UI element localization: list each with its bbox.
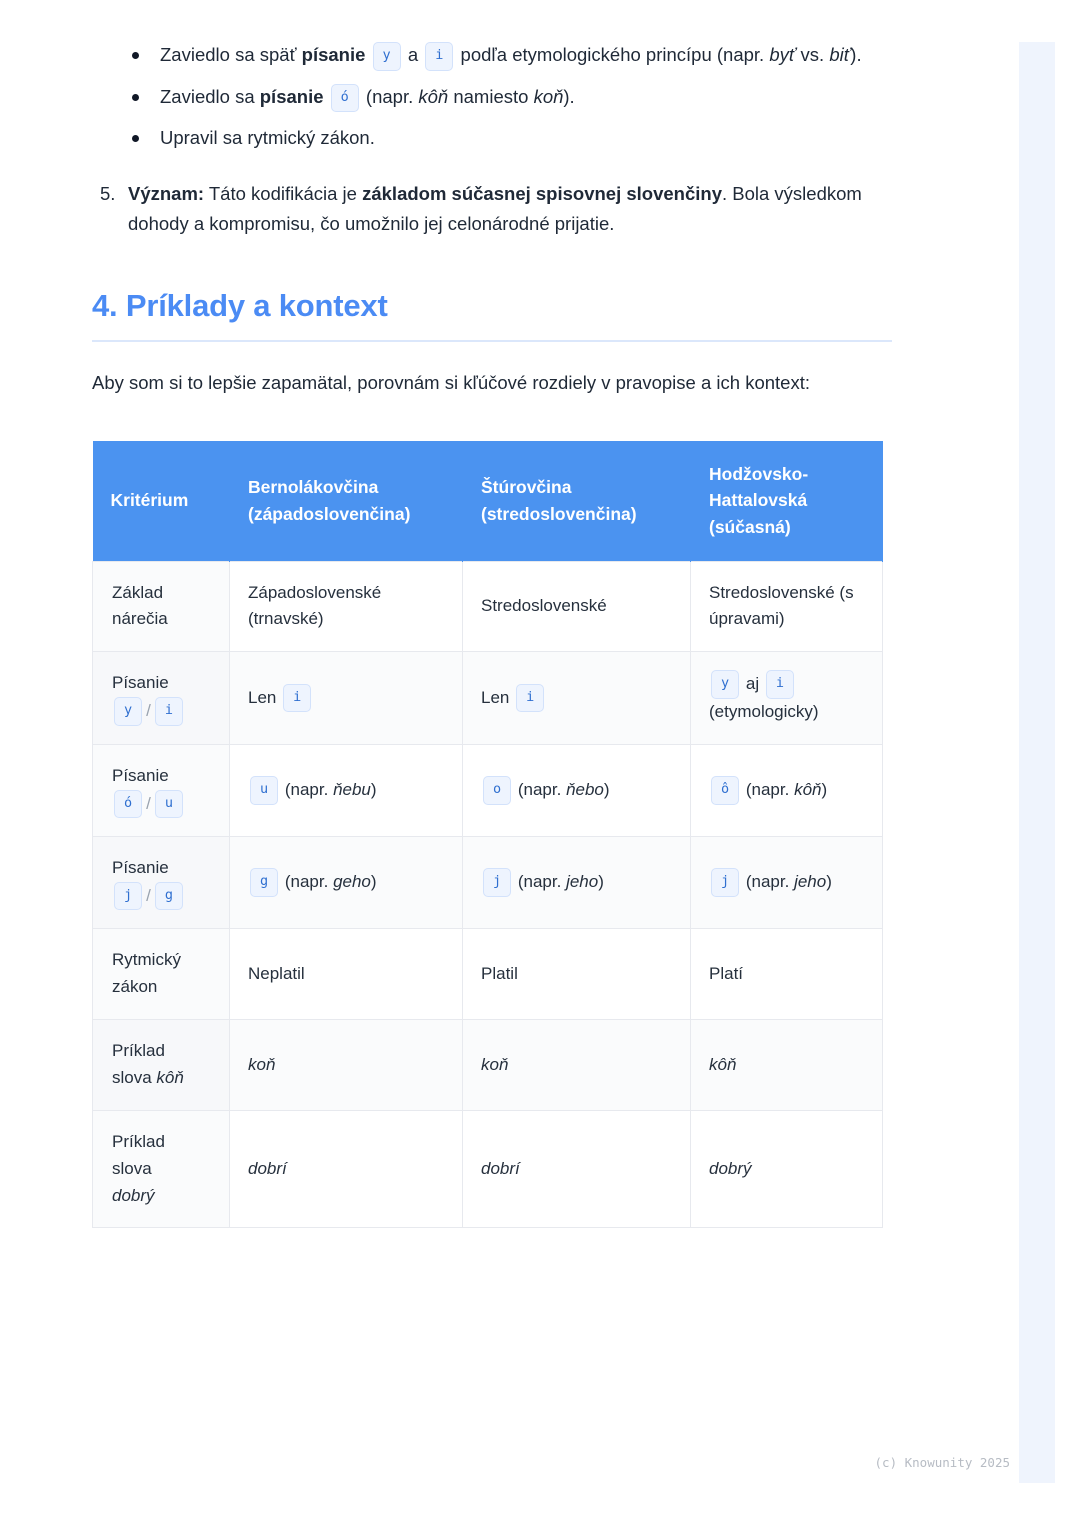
code-chip-o-circumflex: ô [711,776,739,805]
bullet-2-bold: písanie [259,85,324,107]
bullet-1-between: vs. [795,44,830,65]
cell-hodzovsko [691,1110,883,1228]
cell-text: (napr. [280,872,334,892]
table-row [93,1110,883,1228]
code-chip-j: j [711,868,739,897]
code-chip-y: y [114,697,142,726]
cell-text: Len [481,687,515,707]
cell-text: (napr. [741,780,795,800]
code-chip-y: y [711,670,739,699]
cell-bernolakovcina: Západoslovenské (trnavské) [230,561,463,652]
table-body [93,561,883,1228]
ordered-item-text-b: . Bola výsledkom dohody a kompromisu, čo umožnilo jej celonárodné prijatie. [128,182,862,234]
cell-hodzovsko [691,652,883,744]
cell-italic: ňebo [566,780,604,800]
cell-hodzovsko: Stredoslovenské (s úpravami) [691,561,883,652]
code-chip-j: j [483,868,511,897]
ordered-item-bold: základom súčasnej spisovnej slovenčiny [362,182,722,204]
page-side-rail [1019,42,1055,1483]
criterion-line-2: zákon [112,977,158,997]
cell-sturovcina [463,1020,691,1111]
table-row [93,929,883,1020]
list-item [92,82,892,113]
table-row [93,837,883,929]
row-criterion [93,652,230,744]
cell-text-end: ) [826,872,832,892]
row-criterion [93,744,230,836]
bullet-1-suffix: podľa etymologického princípu (napr. [455,44,770,65]
cell-bernolakovcina [230,1110,463,1228]
cell-bernolakovcina [230,744,463,836]
bullet-1-end: ). [850,44,862,65]
code-chip-u: u [250,776,278,805]
row-criterion [93,929,230,1020]
cell-italic: ňebu [333,780,371,800]
cell-text-end: ) [598,872,604,892]
criterion-line-1: Príklad [112,1131,165,1151]
cell-text: (napr. [513,872,567,892]
criterion-line-1: Písanie [112,858,169,878]
criterion-line-1: Rytmický [112,950,181,970]
column-header-criterion: Kritérium [93,441,230,561]
bullet-2-suffix: (napr. [360,85,419,107]
copyright-watermark: (c) Knowunity 2025 [874,1455,1010,1470]
code-chip-i: i [766,670,794,699]
cell-hodzovsko [691,744,883,836]
code-chip-j: j [114,882,142,911]
bullet-2-between: namiesto [448,85,534,107]
cell-text-end: ) [370,780,377,800]
cell-sturovcina [463,837,691,929]
code-chip-o-acute: ó [331,84,359,113]
ordered-item-label: Význam: [128,182,205,204]
bullet-1-italic-1: byť [769,44,796,65]
code-chip-u: u [155,790,183,819]
bullet-1-prefix: Zaviedlo sa späť [160,44,302,65]
code-chip-y: y [373,42,401,71]
comparison-table [92,441,883,1229]
row-criterion [93,1110,230,1228]
cell-bernolakovcina: Neplatil [230,929,463,1020]
row-criterion [93,1020,230,1111]
list-number: 5. [100,182,116,204]
cell-bernolakovcina [230,837,463,929]
cell-bernolakovcina [230,652,463,744]
criterion-italic: kôň [156,1067,184,1087]
cell-text: (napr. [513,780,567,800]
cell-italic: jeho [566,872,599,892]
slash-separator: / [146,701,151,721]
bullet-2-end: ). [563,85,575,107]
cell-sturovcina [463,744,691,836]
column-header-bernolakovcina: Bernolákovčina (západoslovenčina) [230,441,463,561]
bullet-1-italic-2: biť [829,44,851,65]
table-header [93,441,883,561]
cell-italic: geho [333,872,371,892]
cell-sturovcina: Platil [463,929,691,1020]
cell-text: (napr. [741,872,795,892]
document-content [92,40,892,1228]
code-chip-g: g [250,868,278,897]
table-row [93,1020,883,1111]
cell-italic: koň [248,1054,276,1074]
list-item [92,40,892,71]
criterion-line-1: Príklad [112,1041,165,1061]
cell-italic: kôň [709,1054,737,1074]
code-chip-i: i [283,684,311,713]
bullet-1-mid: a [407,44,419,65]
code-chip-o-acute: ó [114,790,142,819]
ordered-item-text-a: Táto kodifikácia je [204,182,363,204]
column-header-hodzovsko-hattalovska: Hodžovsko-Hattalovská (súčasná) [691,441,883,561]
page-title: 4. Príklady a kontext [92,287,892,342]
cell-sturovcina: Stredoslovenské [463,561,691,652]
cell-text-mid: aj [741,674,764,694]
criterion-line-1: Písanie [112,765,169,785]
criterion-line-1: Písanie [112,673,169,693]
cell-italic: dobrí [481,1158,520,1178]
criterion-line-1: Základ [112,582,164,602]
bullet-3-text: Upravil sa rytmický zákon. [160,127,375,148]
table-row [93,652,883,744]
cell-italic: dobrí [248,1158,287,1178]
code-chip-g: g [155,882,183,911]
slash-separator: / [146,793,151,813]
section-intro-text: Aby som si to lepšie zapamätal, porovnám si kľúčové rozdiely v pravopise a ich kontext: [92,372,810,394]
code-chip-i: i [155,697,183,726]
cell-text: Len [248,687,282,707]
criterion-line-2: nárečia [112,609,168,629]
cell-italic: dobrý [709,1158,752,1178]
cell-text-end: ) [370,872,377,892]
cell-hodzovsko [691,1020,883,1111]
table-row [93,561,883,652]
slash-separator: / [146,885,151,905]
column-header-sturovcina: Štúrovčina (stredoslovenčina) [463,441,691,561]
bullet-2-prefix: Zaviedlo sa [160,85,260,107]
bullet-list [92,40,892,153]
cell-italic: kôň [794,780,822,800]
cell-hodzovsko [691,837,883,929]
cell-italic: jeho [794,872,827,892]
bullet-2-italic-1: kôň [418,85,449,107]
cell-sturovcina [463,652,691,744]
bullet-2-italic-2: koň [533,85,564,107]
cell-bernolakovcina [230,1020,463,1111]
row-criterion [93,837,230,929]
criterion-italic: dobrý [112,1185,155,1205]
cell-text-post: (etymologicky) [709,701,819,721]
cell-hodzovsko: Platí [691,929,883,1020]
table-row [93,744,883,836]
bullet-1-bold: písanie [301,44,366,65]
cell-text-end: ) [821,780,828,800]
cell-text-end: ) [603,780,610,800]
criterion-line-2: slova [112,1158,152,1178]
table-header-row [93,441,883,561]
cell-italic: koň [481,1054,509,1074]
ordered-list-item-5 [92,179,892,239]
row-criterion [93,561,230,652]
cell-text: (napr. [280,780,334,800]
code-chip-o: o [483,776,511,805]
criterion-line-2: slova [112,1067,152,1087]
list-item [92,123,892,153]
code-chip-i: i [516,684,544,713]
code-chip-i: i [425,42,453,71]
cell-sturovcina [463,1110,691,1228]
